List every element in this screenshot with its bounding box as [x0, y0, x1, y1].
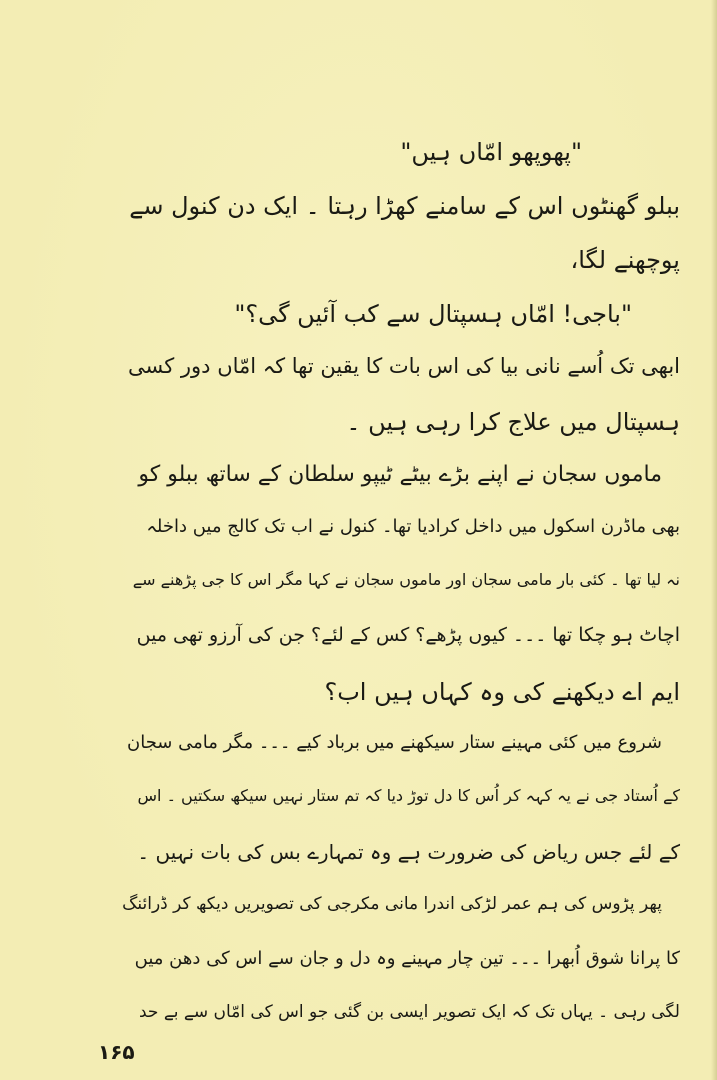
text-line: نہ لیا تھا ۔ کئی بار مامی سجان اور ماموں سجان نے کہا مگر اس کا جی پڑھنے سے	[132, 570, 680, 589]
text-line: بھی ماڈرن اسکول میں داخل کرادیا تھا۔ کنول نے اب تک کالج میں داخلہ	[146, 516, 680, 537]
body-text	[120, 140, 680, 1058]
text-line: ایم اے دیکھنے کی وہ کہاں ہیں اب؟	[324, 678, 680, 706]
text-line: "باجی! امّاں ہسپتال سے کب آئیں گی؟"	[234, 300, 632, 328]
text-line: ہسپتال میں علاج کرا رہی ہیں ۔	[346, 408, 680, 436]
text-line: ابھی تک اُسے نانی بیا کی اس بات کا یقین تھا کہ امّاں دور کسی	[127, 354, 680, 378]
text-line: کا پرانا شوق اُبھرا ۔۔۔ تین چار مہینے وہ دل و جان سے اس کی دھن میں	[134, 948, 680, 969]
text-line: اچاٹ ہو چکا تھا ۔۔۔ کیوں پڑھے؟ کس کے لئے؟ جن کی آرزو تھی میں	[136, 624, 680, 646]
text-line: ببلو گھنٹوں اس کے سامنے کھڑا رہتا ۔ ایک دن کنول سے	[129, 192, 680, 220]
text-line: شروع میں کئی مہینے ستار سیکھنے میں برباد کیے ۔۔۔ مگر مامی سجان	[126, 732, 662, 753]
text-line: "پھوپھو امّاں ہیں"	[400, 138, 582, 166]
text-line: ماموں سجان نے اپنے بڑے بیٹے ٹیپو سلطان کے ساتھ ببلو کو	[138, 462, 662, 487]
text-line: کے اُستاد جی نے یہ کہہ کر اُس کا دل توڑ دیا کہ تم ستار نہیں سیکھ سکتیں ۔ اس	[137, 786, 680, 805]
page-edge-shadow	[711, 0, 717, 1080]
text-line: لگی رہی ۔ یہاں تک کہ ایک تصویر ایسی بن گئی جو اس کی امّاں سے بے حد	[138, 1002, 680, 1022]
text-line: کے لئے جس ریاض کی ضرورت ہے وہ تمہارے بس کی بات نہیں ۔	[137, 840, 680, 864]
page-number: ۱۶۵	[98, 1040, 135, 1064]
text-line: پھر پڑوس کی ہم عمر لڑکی اندرا مانی مکرجی کی تصویریں دیکھ کر ڈرائنگ	[122, 894, 662, 914]
text-line: پوچھنے لگا،	[570, 246, 680, 274]
